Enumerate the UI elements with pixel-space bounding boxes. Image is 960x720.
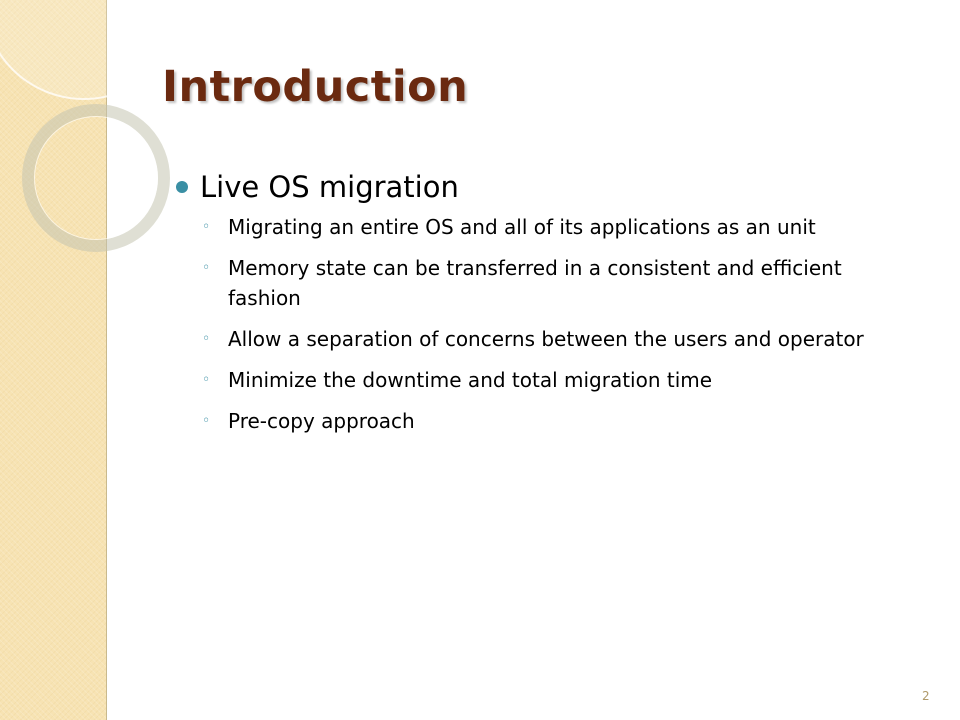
sub-bullet-list (176, 212, 916, 436)
hollow-circle-bullet-icon: ◦ (202, 331, 211, 347)
sub-bullet-item (176, 365, 916, 395)
sub-bullet-text: Allow a separation of concerns between the users and operator (228, 327, 864, 351)
sub-bullet-text: Memory state can be transferred in a consistent and efficient fashion (228, 256, 842, 310)
sub-bullet-item (176, 324, 916, 354)
bullet-dot-icon (176, 181, 188, 193)
hollow-circle-bullet-icon: ◦ (202, 413, 211, 429)
page-number: 2 (922, 689, 930, 703)
sub-bullet-text: Pre-copy approach (228, 409, 415, 433)
main-bullet-label: Live OS migration (200, 170, 459, 204)
slide-content (176, 162, 916, 447)
side-band-divider (106, 0, 107, 720)
sub-bullet-text: Migrating an entire OS and all of its applications as an unit (228, 215, 816, 239)
sub-bullet-item (176, 253, 916, 313)
slide-title: Introduction (162, 62, 469, 112)
hollow-circle-bullet-icon: ◦ (202, 372, 211, 388)
hollow-circle-bullet-icon: ◦ (202, 219, 211, 235)
main-bullet (176, 162, 916, 212)
sub-bullet-text: Minimize the downtime and total migration time (228, 368, 713, 392)
sub-bullet-item (176, 406, 916, 436)
decorative-side-band (0, 0, 106, 720)
hollow-circle-bullet-icon: ◦ (202, 260, 211, 276)
sub-bullet-item (176, 212, 916, 242)
